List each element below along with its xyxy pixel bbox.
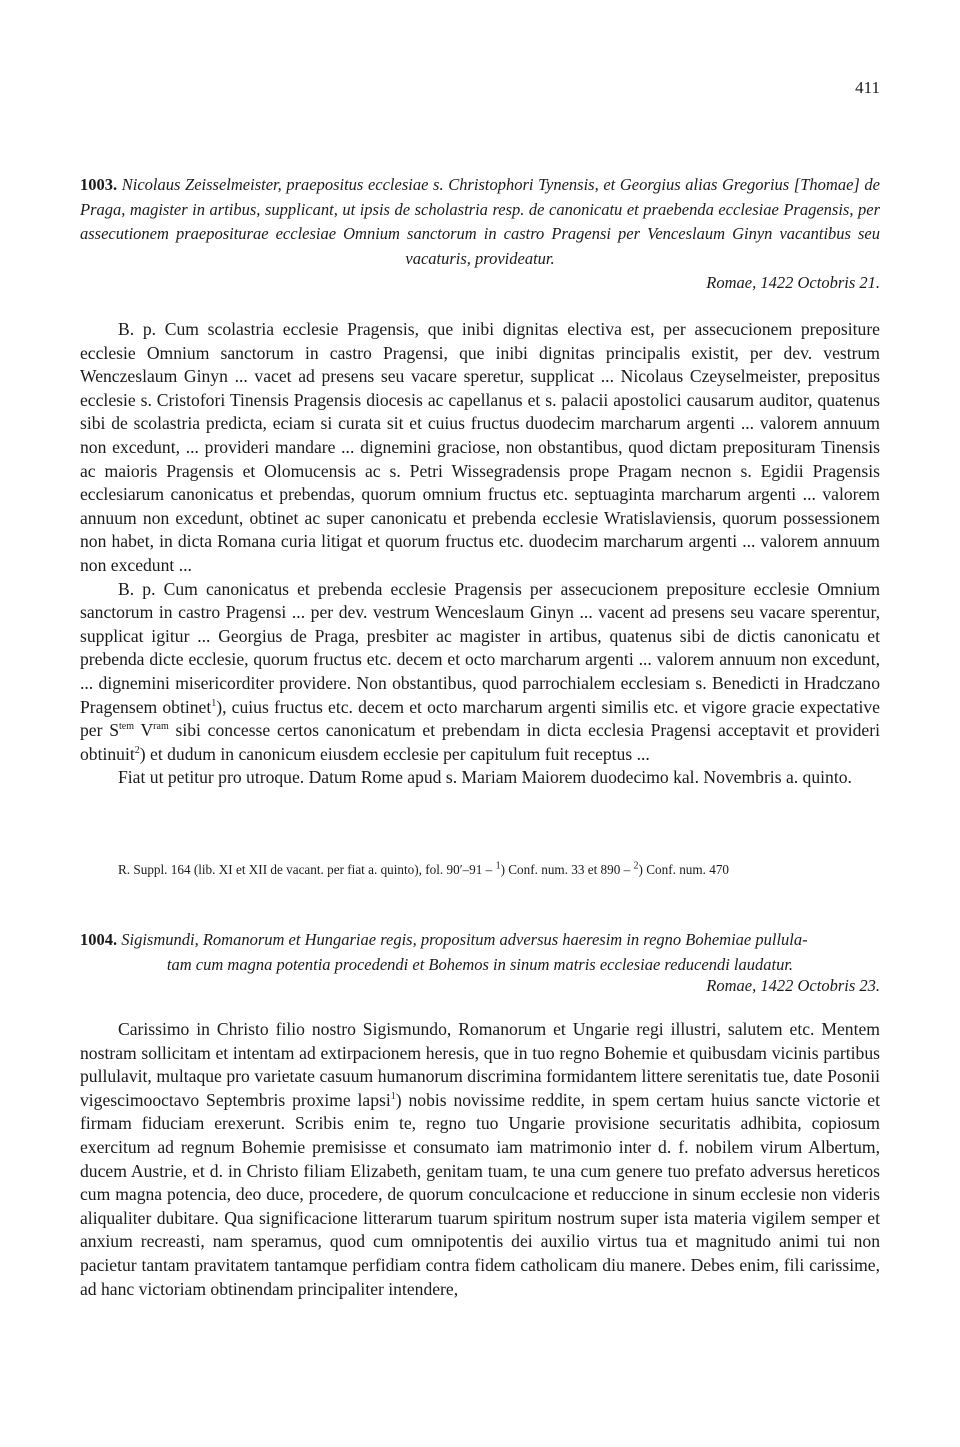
footnote-ref: 1 (390, 1090, 396, 1102)
supplication-paragraph: B. p. Cum canonicatus et prebenda ecclesie Pragensis per assecucionem prepositure ecclesie Omnium sanctorum in castro Pragensi ... per dev. vestrum Wenceslaum Ginyn ... vacent ad presens seu vacare sperentur, supplicat igitur ... Georgius de Praga, presbiter ac magister in artibus, quatenus sibi de dictis canonicatu et prebenda dicte ecclesie, quorum fructus etc. decem et octo marcharum argenti ... valorem annuum non excedunt, ... dignemini misericorditer providere. Non obstantibus, quod parrochialem ecclesiam s. Benedicti in Hradczano Pragensem obtinet$^1$), cuius fructus etc. decem et octo marcharum argenti similis etc. et vigore gracie expectative per $S^{tem}$ $V^{ram}$ sibi concesse certos canonicatum et prebendam in dicta ecclesia Pragensi acceptavit et provideri obtinuit$^2$) et dudum in canonicum eiusdem ecclesie per capitulum fuit receptus ... (80, 578, 880, 764)
supplication-paragraph: B. p. Cum scolastria ecclesie Pragensis, que inibi dignitas electiva est, per assecucionem prepositure ecclesie Omnium sanctorum in castro Pragensi, que inibi dignitas principalis existit, per dev. vestrum Wenczeslaum Ginyn ... vacet ad presens seu vacare speretur, supplicat ... Nicolaus Czeyselmeister, prepositus ecclesie s. Cristofori Tinensis Pragensis diocesis ac capellanus et s. palacii apostolici causarum auditor, quatenus sibi de scolastria predicta, eciam si curata sit et cuius fructus duodecim marcharum argenti ... valorem annuum non excedunt, ... provideri mandare ... dignemini graciose, non obstantibus, quod dictam preposituram Tinensis ac maioris Pragensis et Olomucensis ac s. Petri Wissegradensis prope Pragam necnon s. Egidii Pragensis ecclesiarum canonicatus et prebendas, quorum omnium fructus etc. septuaginta marcharum argenti ... valorem annuum non excedunt, obtinet ac super canonicatu et prebenda ecclesie Wratislaviensis, quorum possessionem non habet, in dicta Romana curia litigat et quorum fructus etc. duodecim marcharum argenti ... valorem annuum non excedunt ... (80, 319, 880, 575)
entry-summary: Nicolaus Zeisselmeister, praepositus ecclesiae s. Christophori Tynensis, et Georgius alias Gregorius [Thomae] de Praga, magister in artibus, supplicant, ut ipsis de scholastria resp. de canonicatu et praebenda ecclesiae Pragensis, per assecutionem praepositurae ecclesiae Omnium sanctorum in castro Pragensi per (80, 175, 881, 243)
entry-1004-text (80, 1018, 880, 1301)
entry-number: 1004. (80, 930, 118, 949)
entry-1003-text (80, 318, 880, 790)
concession-paragraph: Fiat ut petitur pro utroque. Datum Rome apud s. Mariam Maiorem duodecimo kal. Novembris a. quinto. (118, 767, 852, 788)
entry-summary: Sigismundi, Romanorum et Hungariae regis, propositum adversus haeresim in regno Bohemiae pullula- (121, 930, 808, 949)
footnote-ref: 2 (134, 744, 140, 756)
letter-paragraph: Carissimo in Christo filio nostro Sigismundo, Romanorum et Ungarie regi illustri, salutem etc. Mentem nostram sollicitam et intentam ad extirpacionem heresis, que in tuo regno Bohemie et quibusdam vicinis partibus pullulavit, multaque pro varietate casuum humanorum discrimina formidantem littere serenitatis tue, date Posonii vigescimooctavo Septembris proxime lapsi$^1$) nobis novissime reddite, in spem certam huius sancte victorie et firmam fiduciam erexerunt. Scribis enim te, regno tuo Ungarie provisione securitatis adhibita, copiosum exercitum ad regnum Bohemie premisisse et consumato iam matrimonio inter d. f. nobilem virum Albertum, ducem Austrie, et d. in Christo filiam Elizabeth, genitam tuam, te una cum genere tuo prefato adversus hereticos cum magna potencia, deo duce, procedere, de quorum conculcacione et reduccione in sinum ecclesie non videris aliqualiter dubitare. Qua significacione litterarum tuarum spiritum nostrum super ista materia vigilem semper et anxium recreasti, nam speramus, quod cum omnipotentis dei auxilio virtus tua et magnitudo animi tui non pacietur tantam pravitatem tantamque perfidiam contra fidem catholicam diu manere. Debes enim, fili carissime, ad hanc victoriam obtinendam principaliter intendere, (80, 1019, 881, 1299)
entry-1004-heading (80, 928, 880, 977)
footnote-ref: 1 (211, 697, 217, 709)
source-note: R. Suppl. 164 (lib. XI et XII de vacant. per fiat a. quinto), fol. 90′–91 – $^1$) Conf. num. 33 et 890 – $^2$) Conf. num. 470 (118, 860, 730, 877)
entry-summary-end: tam cum magna potentia procedendi et Bohemos in sinum matris ecclesiae reducendi laudatur. (166, 954, 794, 974)
entry-1003-heading (80, 173, 880, 271)
page-number: 411 (855, 78, 880, 97)
entry-1004-date: Romae, 1422 Octobris 23. (706, 976, 880, 995)
entry-1003-date: Romae, 1422 Octobris 21. (706, 273, 880, 292)
entry-summary-end: Venceslaum Ginyn vacantibus seu vacaturis, provideatur. (405, 224, 881, 268)
entry-number: 1003. (80, 175, 118, 194)
